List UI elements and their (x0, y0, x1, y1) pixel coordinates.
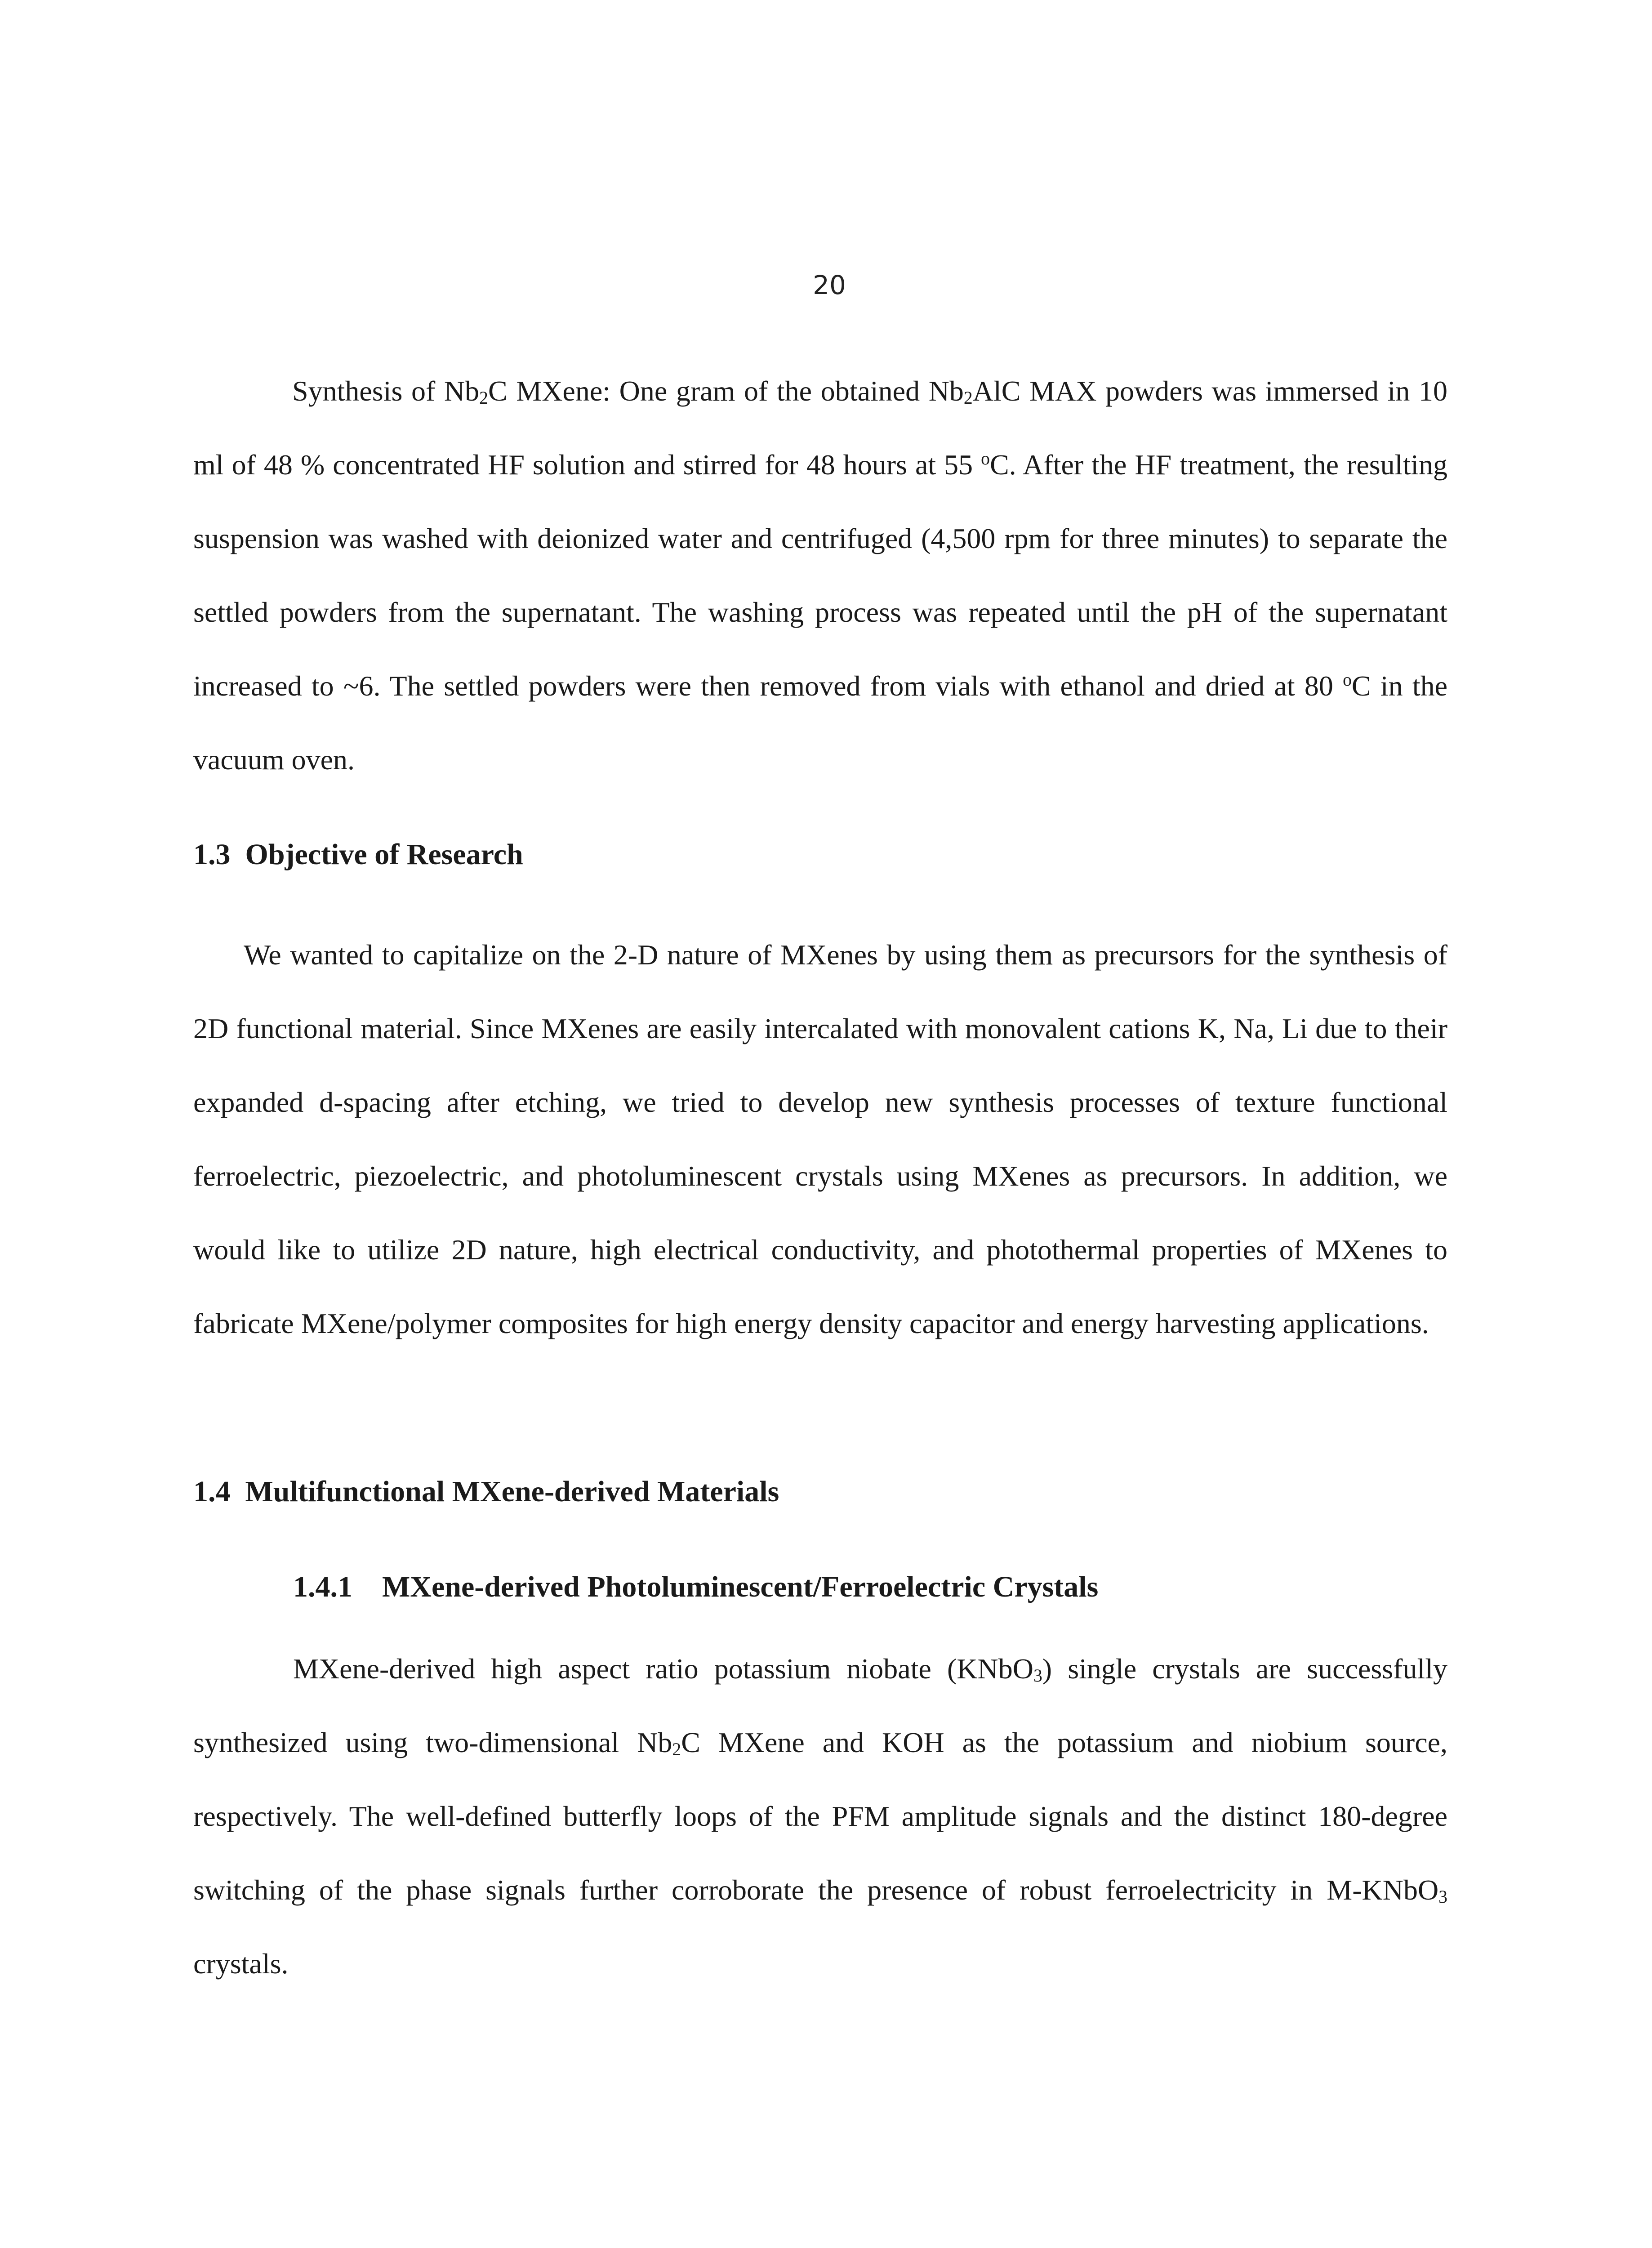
p1-text-c: AlC MAX powders was immersed in 10 ml of 48 % concentrated HF solution and stirred for 48 hours at 55 (193, 375, 1448, 481)
knbo3-paragraph (193, 1632, 1447, 2001)
heading-title: Objective of Research (245, 838, 523, 871)
p3-subscript-1: 3 (1033, 1666, 1042, 1686)
p3-text-d: crystals. (193, 1948, 289, 1980)
p1-text-a: Synthesis of Nb (292, 375, 480, 407)
p1-subscript-1: 2 (479, 388, 488, 408)
p3-subscript-2: 2 (672, 1740, 681, 1760)
p1-superscript-1: o (981, 449, 990, 469)
heading-number: 1.4.1 (293, 1570, 352, 1603)
section-heading-1-3 (193, 840, 523, 870)
heading-number: 1.4 (193, 1475, 231, 1508)
synthesis-paragraph (193, 354, 1447, 797)
p1-superscript-2: o (1343, 670, 1352, 690)
section-heading-1-4 (193, 1477, 779, 1507)
heading-title: MXene-derived Photoluminescent/Ferroelectric Crystals (382, 1570, 1099, 1603)
p3-subscript-3: 3 (1438, 1887, 1447, 1907)
p1-text-b: C MXene: One gram of the obtained Nb (488, 375, 964, 407)
heading-number: 1.3 (193, 838, 231, 871)
p1-text-d: C. After the HF treatment, the resulting suspension was washed with deionized water and centrifuged (4,500 rpm for three minutes) to separate the settled powders from the supernatant. The washing process was repeated until the pH of the supernatant increased to ~6. The settled powders were then removed from vials with ethanol and dried at 80 (193, 449, 1448, 702)
p3-text-c: C MXene and KOH as the potassium and niobium source, respectively. The well-defined butterfly loops of the PFM amplitude signals and the distinct 180-degree switching of the phase signals further corroborate the presence of robust ferroelectricity in M-KNbO (193, 1726, 1448, 1906)
subsection-heading-1-4-1 (293, 1572, 1098, 1602)
p3-text-a: MXene-derived high aspect ratio potassium niobate (KNbO (293, 1653, 1033, 1685)
objective-text: We wanted to capitalize on the 2-D nature of MXenes by using them as precursors for the synthesis of 2D functional material. Since MXenes are easily intercalated with monovalent cations K, Na, Li due to their expanded d-spacing after etching, we tried to develop new synthesis processes of texture functional ferroelectric, piezoelectric, and photoluminescent crystals using MXenes as precursors. In addition, we would like to utilize 2D nature, high electrical conductivity, and photothermal properties of MXenes to fabricate MXene/polymer composites for high energy density capacitor and energy harvesting applications. (193, 939, 1447, 1339)
heading-title: Multifunctional MXene-derived Materials (245, 1475, 779, 1508)
objective-paragraph (193, 918, 1447, 1360)
page-number: 20 (813, 270, 846, 300)
p3-text-b: ) single crystals are successfully synthesized using two-dimensional Nb (193, 1653, 1448, 1758)
p1-text-e: C in the vacuum oven. (193, 670, 1448, 776)
p1-subscript-2: 2 (963, 388, 973, 408)
